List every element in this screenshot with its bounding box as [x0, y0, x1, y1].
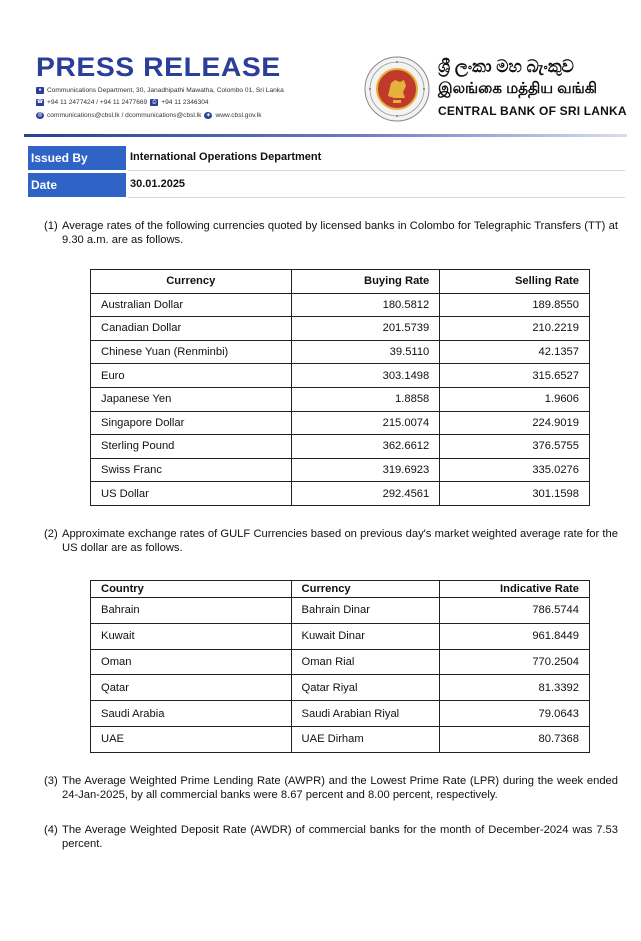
globe-icon: ◈ [204, 112, 212, 119]
buying-rate-cell: 362.6612 [291, 435, 440, 459]
buying-rate-cell: 201.5739 [291, 317, 440, 341]
currency-cell: UAE Dirham [291, 726, 440, 752]
currency-cell: Japanese Yen [91, 387, 292, 411]
location-icon: ● [36, 87, 44, 94]
currency-cell: Qatar Riyal [291, 675, 440, 701]
meta-divider [128, 197, 625, 198]
header-divider [24, 134, 627, 137]
buying-rate-cell: 292.4561 [291, 482, 440, 506]
selling-rate-cell: 335.0276 [440, 458, 590, 482]
country-cell: Bahrain [91, 598, 292, 624]
selling-rate-cell: 42.1357 [440, 340, 590, 364]
currency-cell: Kuwait Dinar [291, 623, 440, 649]
table-row [91, 387, 590, 411]
currency-cell: Swiss Franc [91, 458, 292, 482]
section-number: (3) [44, 775, 58, 787]
table-row [91, 435, 590, 459]
bank-name-sinhala: ශ්‍රී ලංකා මහ බැංකුව [438, 57, 574, 76]
country-cell: Qatar [91, 675, 292, 701]
contact-web [36, 112, 262, 119]
table-row [91, 317, 590, 341]
selling-rate-cell: 376.5755 [440, 435, 590, 459]
selling-rate-cell: 210.2219 [440, 317, 590, 341]
table-header-row [91, 270, 590, 294]
fax-icon: ⎙ [152, 99, 157, 105]
section-4-paragraph [44, 823, 618, 852]
meta-divider [128, 170, 625, 171]
table-row [91, 598, 590, 624]
contact-phones [36, 99, 209, 106]
tt-rates-table [90, 269, 590, 506]
section-2-paragraph [44, 527, 618, 556]
currency-cell: Sterling Pound [91, 435, 292, 459]
selling-rate-cell: 224.9019 [440, 411, 590, 435]
column-header-currency: Currency [91, 270, 292, 294]
phone-icon: ☎ [36, 99, 44, 105]
contact-address [36, 87, 284, 94]
table-row [91, 458, 590, 482]
table-row [91, 726, 590, 752]
indicative-rate-cell: 961.8449 [440, 623, 590, 649]
section-1-paragraph [44, 219, 618, 248]
country-cell: Saudi Arabia [91, 701, 292, 727]
table-row [91, 623, 590, 649]
column-header-buying-rate: Buying Rate [291, 270, 440, 294]
selling-rate-cell: 315.6527 [440, 364, 590, 388]
gulf-rates-table [90, 580, 590, 753]
buying-rate-cell: 319.6923 [291, 458, 440, 482]
email-text[interactable]: communications@cbsl.lk / dcommunications@cbsl.lk [47, 112, 202, 119]
table-row [91, 482, 590, 506]
section-1-text: Average rates of the following currencies quoted by licensed banks in Colombo for Telegraphic Transfers (TT) at 9.30 a.m. are as follows. [62, 220, 618, 247]
table-row [91, 340, 590, 364]
section-3-text: The Average Weighted Prime Lending Rate (AWPR) and the Lowest Prime Rate (LPR) during the week ended 24-Jan-2025, by all commercial banks were 8.67 percent and 8.00 percent, respectively. [62, 775, 618, 802]
indicative-rate-cell: 770.2504 [440, 649, 590, 675]
website-text[interactable]: www.cbsl.gov.lk [215, 112, 262, 119]
section-number: (2) [44, 528, 58, 540]
currency-cell: Canadian Dollar [91, 317, 292, 341]
table-row [91, 364, 590, 388]
selling-rate-cell: 189.8550 [440, 293, 590, 317]
currency-cell: Euro [91, 364, 292, 388]
column-header-selling-rate: Selling Rate [440, 270, 590, 294]
press-release-title: PRESS RELEASE [36, 52, 281, 82]
country-cell: UAE [91, 726, 292, 752]
currency-cell: US Dollar [91, 482, 292, 506]
currency-cell: Chinese Yuan (Renminbi) [91, 340, 292, 364]
currency-cell: Oman Rial [291, 649, 440, 675]
fax-text: +94 11 2346304 [161, 99, 209, 106]
indicative-rate-cell: 79.0643 [440, 701, 590, 727]
table-row [91, 411, 590, 435]
buying-rate-cell: 1.8858 [291, 387, 440, 411]
buying-rate-cell: 215.0074 [291, 411, 440, 435]
phone-text: +94 11 2477424 / +94 11 2477669 [47, 99, 148, 106]
table-row [91, 675, 590, 701]
section-2-text: Approximate exchange rates of GULF Currencies based on previous day's market weighted average rate for the US dollar are as follows. [62, 528, 618, 555]
indicative-rate-cell: 80.7368 [440, 726, 590, 752]
column-header-country: Country [91, 581, 292, 598]
section-number: (1) [44, 220, 58, 232]
table-row [91, 701, 590, 727]
buying-rate-cell: 180.5812 [291, 293, 440, 317]
currency-cell: Australian Dollar [91, 293, 292, 317]
column-header-currency: Currency [291, 581, 440, 598]
currency-cell: Bahrain Dinar [291, 598, 440, 624]
column-header-indicative-rate: Indicative Rate [440, 581, 590, 598]
country-cell: Kuwait [91, 623, 292, 649]
buying-rate-cell: 39.5110 [291, 340, 440, 364]
table-row [91, 293, 590, 317]
cbsl-seal-icon [364, 56, 430, 122]
currency-cell: Singapore Dollar [91, 411, 292, 435]
currency-cell: Saudi Arabian Riyal [291, 701, 440, 727]
indicative-rate-cell: 81.3392 [440, 675, 590, 701]
email-icon: @ [37, 112, 43, 118]
date-label: Date [28, 173, 126, 197]
bank-name-tamil: இலங்கை மத்திய வங்கி [438, 80, 598, 97]
press-release-header [0, 0, 641, 138]
selling-rate-cell: 301.1598 [440, 482, 590, 506]
section-3-paragraph [44, 774, 618, 803]
selling-rate-cell: 1.9606 [440, 387, 590, 411]
date-value: 30.01.2025 [130, 178, 186, 190]
issued-by-label: Issued By [28, 146, 126, 170]
section-4-text: The Average Weighted Deposit Rate (AWDR) of commercial banks for the month of December-2024 was 7.53 percent. [62, 824, 618, 851]
table-row [91, 649, 590, 675]
bank-name-english: CENTRAL BANK OF SRI LANKA [438, 104, 627, 118]
table-header-row [91, 581, 590, 598]
buying-rate-cell: 303.1498 [291, 364, 440, 388]
issued-by-value: International Operations Department [130, 151, 322, 163]
indicative-rate-cell: 786.5744 [440, 598, 590, 624]
section-number: (4) [44, 824, 58, 836]
country-cell: Oman [91, 649, 292, 675]
address-text: Communications Department, 30, Janadhipathi Mawatha, Colombo 01, Sri Lanka [47, 87, 284, 94]
